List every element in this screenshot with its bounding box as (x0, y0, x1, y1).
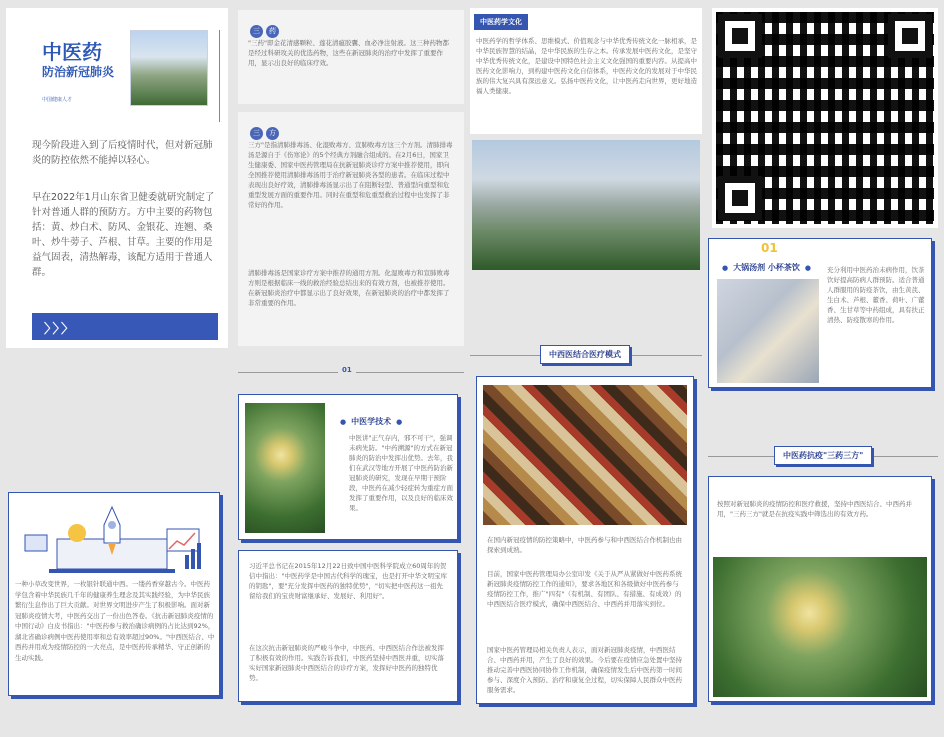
city-mountain-image (472, 140, 700, 270)
three-drugs-text: "三药"即金花清感颗粒、莲花清瘟胶囊、血必净注射液。这三种药物都是经过科研攻关的优选药物，这些在新冠肺炎的治疗中发挥了重要作用，显示出良好的临床疗效。 (248, 39, 449, 67)
startup-illustration (17, 499, 213, 575)
integrated-mode-p1: 目前，国家中医药管理局办公室印发《关于从严从紧做好中医药系统新冠肺炎疫情防控工作的通知》，要求各地区和各级做好中医药参与疫情防控工作，推广"四有"（有机制、有团队、有措施、有成效）的中西医结合医疗模式，确保中西医结合、中西药并用落实到位。 (487, 570, 682, 608)
herbal-tea-card (708, 238, 932, 388)
qr-finder-top-right (888, 14, 932, 58)
next-arrow-button[interactable] (32, 313, 218, 340)
integrated-mode-p2: 国家中医药管理局相关负责人表示，面对新冠肺炎疫情，中西医结合、中西药并用，产生了良好的效果。今后要在疫情应急处置中坚持推动完善中西医协同协作工作机制，确保疫情发生后中医药第一时间参与、深度介入预防、治疗和康复全过程，切实保障人民群众中医药服务需求。 (487, 646, 682, 694)
tcm-tech-card (238, 394, 458, 540)
tcm-tech-text: 中医讲"正气存内，邪不可干"，强调未病先防。"中药溯源"的方式在新冠肺炎的防治中发挥出优势。去年，我们在武汉等地方开展了中医药防治新冠肺炎的研究，发现在早期干预阶段，中医药在减少轻症转为重症方面发挥了重要作用，以及良好的临床效果。 (349, 434, 453, 512)
section-number: 01 (338, 366, 356, 374)
tcm-tech-label: ● 中医学技术 ● (335, 417, 407, 426)
cover-title-block (20, 30, 220, 122)
tcm-tech-label-wrap (335, 409, 407, 428)
honeysuckle-image (245, 403, 325, 533)
qr-finder-top-left (718, 14, 762, 58)
intro-story-text: 一种小草改变世界，一枚银针联通中西。一缕药香穿越古今。中医药学包含着中华民族几千年的健康养生理念及其实践经验，为中华民族繁衍生息作出了巨大贡献。对世界文明进步产生了积极影响。面对新冠肺炎疫情大考，中医药交出了一份出色答卷。《抗击新冠肺炎疫情的中国行动》白皮书指出："中医药参与救治确诊病例的占比达到92%，湖北省确诊病例中医药使用率和总有效率超过90%。"中西医结合、中西药并用成为疫情防控的一大亮点，是中医药传承精华、守正创新的生动实践。 (15, 580, 215, 662)
cover-title: 中医药 (42, 40, 102, 64)
qr-finder-bottom-left (718, 176, 762, 220)
herbal-tea-label: ● 大锅汤剂 小杯茶饮 ● (717, 263, 816, 272)
badge-san: 三 (250, 25, 263, 38)
three-formulas-text-2: 清肺排毒汤是国家诊疗方案中推荐的通用方剂。化湿败毒方和宣肺败毒方则是根据临床一线的救治经验总结出来的有效方剂，也被推荐使用。在新冠肺炎治疗中都显示出了良好效果，在新冠肺炎的治疗中都发挥了非常重要的作用。 (248, 269, 450, 307)
three-formulas-text: 三方"是指清肺排毒汤、化湿败毒方、宣肺败毒方这三个方剂。清肺排毒汤是源自于《伤寒论》的5个经典方剂融合组成的。在2月6日，国家卫生健康委、国家中医药管理局在抗新冠肺炎诊疗方案中推荐使用，即向全国推荐使用清肺排毒汤用于治疗新冠肺炎各型的患者。在临床过程中表现出良好疗效，清肺排毒汤显示出了在阻断轻型、普通型向重型和危重型发展方面的重要作用。同时在重型和危重型救治过程中也发挥了非常好的作用。 (248, 141, 453, 209)
cover-panel (6, 8, 228, 348)
three-drugs-three-formulas-header: 中医药抗疫"三药三方" (774, 446, 872, 465)
three-formulas-card (238, 112, 464, 346)
rocket-laptop-illustration-icon (17, 499, 213, 575)
culture-header: 中医药学文化 (474, 14, 528, 30)
xi-quote-text-2: 在这次抗击新冠肺炎的严峻斗争中，中医药、中西医结合作法被发挥了积极有效的作用。实践告诉我们，中医药坚持中西医并重，切实落实好国家新冠肺炎中西医结合的诊疗方案，发挥好中医药的独特优势。 (249, 644, 444, 682)
herbal-tea-number: 01 (761, 241, 778, 255)
strategy-card (708, 476, 932, 702)
three-drugs-badge (250, 18, 282, 38)
integrated-mode-intro: 在国内新冠疫情的防控策略中，中医药参与和中西医结合作机制也由探索到成熟。 (487, 536, 682, 554)
cover-landscape-image (130, 30, 208, 106)
arrow-icon: 〉〉〉 (44, 322, 77, 337)
xi-quote-card (238, 550, 458, 702)
cover-paragraph-2: 早在2022年1月山东省卫健委就研究制定了针对普通人群的预防方。方中主要的药物包括：黄、炒白术、防风、金银花、连翘、桑叶、炒牛蒡子、芦根、甘草。主要的作用是益气固表，清热解毒，该配方适用于普通人群。 (32, 192, 215, 278)
qr-code[interactable] (712, 8, 938, 228)
honeysuckle-image-2 (713, 557, 927, 697)
herbal-tea-text: 充分利用中医药治未病作用，饮茶饮好提高防病人群预防。适合普通人群服用的防疫茶饮，由生黄芪、生白术、芦根、藿香、荷叶、广藿香、生甘草等中药组成，具有扶正清热、防疫散寒的作用。 (827, 266, 925, 324)
badge-yao: 药 (266, 25, 279, 38)
cover-paragraph-1: 现今阶段进入到了后疫情时代，但对新冠肺炎的防控依然不能掉以轻心。 (32, 140, 213, 166)
three-formulas-badge (250, 120, 282, 140)
culture-card (470, 8, 702, 134)
herbal-tea-label-wrap (717, 255, 816, 274)
intro-story-card (8, 492, 220, 696)
integrated-mode-header: 中西医结合医疗模式 (540, 345, 630, 364)
herbal-tea-packs-image (717, 279, 819, 383)
culture-text: 中医药学的哲学体系、思维模式、价值观念与中华优秀传统文化一脉相承，是中华民族智慧的结晶，是中华民族的生存之本。传承发展中医药文化，是坚守中华优秀传统文化，是建设中国特色社会主义文化强国的重要内容。从提高中医药文化影响力，到构建中医药文化自信体系，中医药文化的发展对于中华民族的伟大复兴具有深远意义。弘扬中医药文化，让中医药走向世界，更好地造福人类健康。 (476, 37, 697, 95)
badge-fang: 方 (266, 127, 279, 140)
integrated-mode-card (476, 376, 694, 704)
cover-subtitle: 防治新冠肺炎 (42, 65, 115, 79)
cover-publisher: 中国健康人才 (42, 97, 73, 103)
xi-quote-text: 习近平总书记在2015年12月22日致中国中医科学院成立60周年的贺信中指出："中医药学是中国古代科学的瑰宝，也是打开中华文明宝库的钥匙"，要"充分发挥中医药的独特优势"，"切实把中医药这一祖先留给我们的宝贵财富继承好、发展好、利用好"。 (249, 562, 447, 600)
herbs-bowls-image (483, 385, 687, 525)
strategy-text: 按照对新冠肺炎的疫情防控和医疗救援，坚持中西医结合、中西药并用，"三药三方"就是在抗疫实践中筛选出的有效方药。 (717, 500, 912, 518)
three-drugs-card (238, 10, 464, 104)
badge-san-2: 三 (250, 127, 263, 140)
